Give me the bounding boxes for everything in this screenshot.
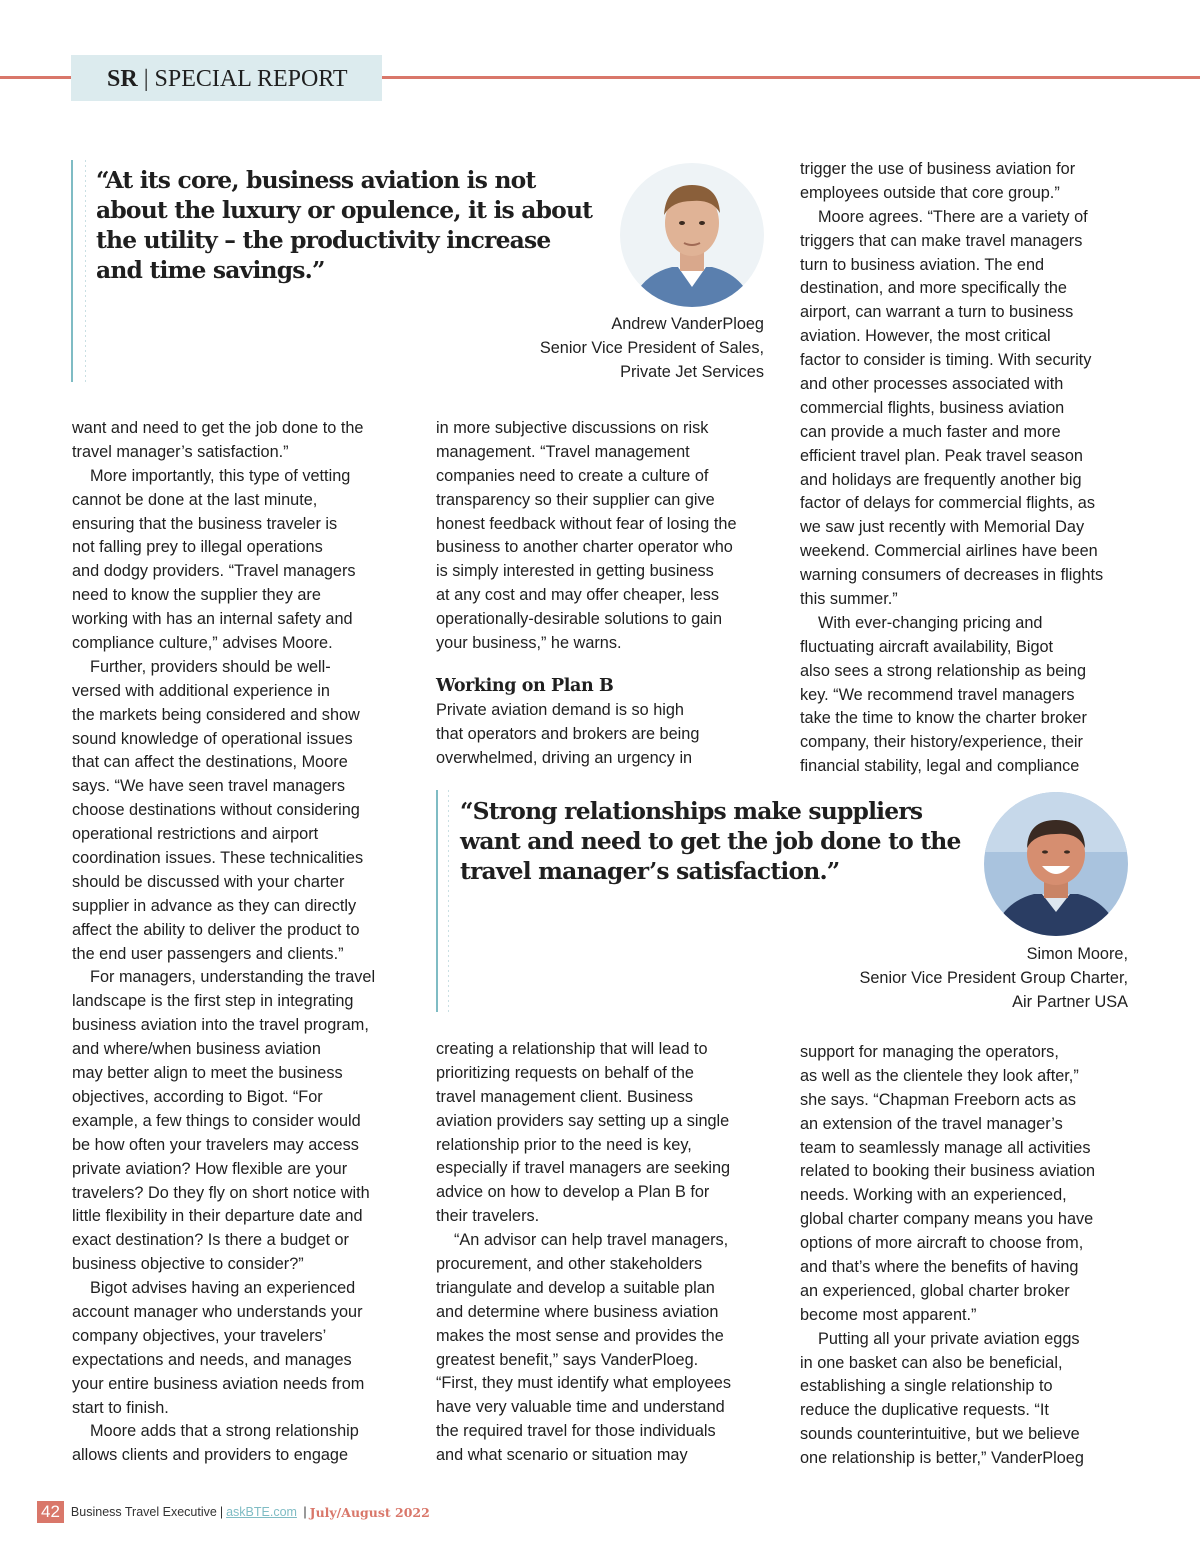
text-line: turn to business aviation. The end bbox=[800, 255, 1045, 274]
text-line: one relationship is better,” VanderPloeg bbox=[800, 1449, 1084, 1468]
text-line: operationally-desirable solutions to gain bbox=[436, 610, 723, 629]
section-title: SPECIAL REPORT bbox=[154, 66, 348, 92]
pullquote-bar-dotted bbox=[85, 160, 86, 382]
text-line: relationship prior to the need is key, bbox=[436, 1135, 692, 1154]
text-line: account manager who understands your bbox=[72, 1302, 363, 1321]
text-line: and where/when business aviation bbox=[72, 1040, 321, 1059]
text-line: example, a few things to consider would bbox=[72, 1111, 361, 1130]
text-line: the markets being considered and show bbox=[72, 705, 360, 724]
text-line: and other processes associated with bbox=[800, 375, 1064, 394]
text-line: commercial flights, business aviation bbox=[800, 398, 1065, 417]
text-line: have very valuable time and understand bbox=[436, 1398, 725, 1417]
pullquote-line: about the luxury or opulence, it is about bbox=[96, 196, 593, 224]
text-line: expectations and needs, and manages bbox=[72, 1350, 352, 1369]
text-line: landscape is the first step in integrating bbox=[72, 992, 354, 1011]
section-subhead: Working on Plan B bbox=[436, 675, 614, 696]
text-line: objectives, according to Bigot. “For bbox=[72, 1087, 323, 1106]
text-line: efficient travel plan. Peak travel season bbox=[800, 446, 1083, 465]
text-line: key. “We recommend travel managers bbox=[800, 685, 1075, 704]
text-line: we saw just recently with Memorial Day bbox=[800, 518, 1085, 537]
article-column-3-top bbox=[800, 158, 1130, 779]
text-line: can provide a much faster and more bbox=[800, 422, 1061, 441]
text-line: factor to consider is timing. With security bbox=[800, 351, 1092, 370]
portrait-vanderploeg bbox=[620, 163, 764, 307]
text-line: need to know the supplier they are bbox=[72, 586, 321, 605]
section-abbrev: SR bbox=[107, 66, 138, 92]
text-line: as well as the clientele they look after,” bbox=[800, 1066, 1079, 1085]
text-line: honest feedback without fear of losing the bbox=[436, 514, 737, 533]
text-line: business aviation into the travel program, bbox=[72, 1016, 369, 1035]
text-line: the end user passengers and clients.” bbox=[72, 944, 344, 963]
pullquote-attribution-name: Andrew VanderPloeg bbox=[611, 315, 764, 333]
text-line: aviation providers say setting up a single bbox=[436, 1111, 730, 1130]
text-line: triangulate and develop a suitable plan bbox=[436, 1278, 715, 1297]
text-line: your entire business aviation needs from bbox=[72, 1374, 365, 1393]
section-separator: | bbox=[137, 66, 155, 92]
text-line: may better align to meet the business bbox=[72, 1064, 343, 1083]
text-line: cannot be done at the last minute, bbox=[72, 490, 318, 509]
text-line: that can affect the destinations, Moore bbox=[72, 753, 348, 772]
text-line: travelers? Do they fly on short notice with bbox=[72, 1183, 370, 1202]
header-rule-right bbox=[382, 76, 1200, 79]
text-line: says. “We have seen travel managers bbox=[72, 777, 345, 796]
text-line: should be discussed with your charter bbox=[72, 872, 345, 891]
text-line: choose destinations without considering bbox=[72, 801, 360, 820]
issue-date: July/August 2022 bbox=[309, 1504, 430, 1520]
pullquote-line: “Strong relationships make suppliers bbox=[460, 797, 923, 825]
section-label bbox=[107, 66, 348, 93]
pullquote-bar bbox=[71, 160, 73, 382]
publication-name: Business Travel Executive bbox=[70, 1505, 217, 1519]
text-line: For managers, understanding the travel bbox=[90, 968, 376, 987]
text-line: creating a relationship that will lead to bbox=[436, 1040, 708, 1058]
pullquote-bar-dotted bbox=[448, 790, 449, 1012]
text-line: especially if travel managers are seeking bbox=[436, 1159, 731, 1178]
pullquote-bar bbox=[436, 790, 438, 1012]
footer-separator: | bbox=[219, 1505, 224, 1519]
text-line: prioritizing requests on behalf of the bbox=[436, 1063, 694, 1082]
text-line: exact destination? Is there a budget or bbox=[72, 1231, 349, 1250]
text-line: coordination issues. These technicalities bbox=[72, 849, 364, 868]
pullquote-line: “At its core, business aviation is not bbox=[96, 166, 536, 194]
website-link[interactable]: askBTE.com bbox=[226, 1505, 297, 1519]
text-line: financial stability, legal and compliance bbox=[800, 757, 1080, 776]
page-footer bbox=[37, 1501, 430, 1523]
pullquote-attribution-name: Simon Moore, bbox=[1026, 945, 1128, 963]
text-line: and dodgy providers. “Travel managers bbox=[72, 562, 356, 581]
text-line: operational restrictions and airport bbox=[72, 825, 319, 844]
text-line: related to booking their business aviation bbox=[800, 1162, 1096, 1181]
text-line: also sees a strong relationship as being bbox=[800, 661, 1087, 680]
text-line: and what scenario or situation may bbox=[436, 1446, 688, 1465]
article-column-3-bottom bbox=[800, 1041, 1130, 1471]
article-column-2-bottom bbox=[436, 1038, 766, 1468]
text-line: little flexibility in their departure date and bbox=[72, 1207, 363, 1226]
text-line: become most apparent.” bbox=[800, 1305, 977, 1324]
text-line: affect the ability to deliver the product to bbox=[72, 920, 360, 939]
pullquote-attribution-title: Senior Vice President Group Charter, bbox=[859, 969, 1128, 987]
text-line: employees outside that core group.” bbox=[800, 183, 1060, 202]
text-line: warning consumers of decreases in flights bbox=[800, 566, 1104, 585]
text-line: an extension of the travel manager’s bbox=[800, 1114, 1063, 1133]
text-line: this summer.” bbox=[800, 590, 898, 609]
text-line: procurement, and other stakeholders bbox=[436, 1255, 703, 1274]
text-line: fluctuating aircraft availability, Bigot bbox=[800, 637, 1054, 656]
text-line: travel management client. Business bbox=[436, 1087, 694, 1106]
text-line: private aviation? How flexible are your bbox=[72, 1159, 348, 1178]
text-line: Moore adds that a strong relationship bbox=[90, 1422, 359, 1441]
text-line: she says. “Chapman Freeborn acts as bbox=[800, 1090, 1077, 1109]
text-line: Putting all your private aviation eggs bbox=[818, 1329, 1080, 1348]
text-line: be how often your travelers may access bbox=[72, 1135, 359, 1154]
text-line: With ever-changing pricing and bbox=[818, 613, 1043, 632]
text-line: overwhelmed, driving an urgency in bbox=[436, 748, 693, 767]
text-line: business objective to consider?” bbox=[72, 1255, 304, 1274]
text-line: is simply interested in getting business bbox=[436, 562, 714, 581]
text-line: ensuring that the business traveler is bbox=[72, 514, 338, 533]
header-rule-left bbox=[0, 76, 71, 79]
text-line: and holidays are frequently another big bbox=[800, 470, 1082, 489]
text-line: at any cost and may offer cheaper, less bbox=[436, 586, 719, 605]
page-number: 42 bbox=[37, 1501, 64, 1523]
text-line: global charter company means you have bbox=[800, 1210, 1094, 1229]
pullquote-line: travel manager’s satisfaction.” bbox=[460, 857, 840, 885]
text-line: take the time to know the charter broker bbox=[800, 709, 1087, 728]
text-line: working with has an internal safety and bbox=[72, 610, 353, 629]
text-line: start to finish. bbox=[72, 1398, 169, 1417]
text-line: management. “Travel management bbox=[436, 442, 690, 461]
text-line: their travelers. bbox=[436, 1207, 540, 1226]
pullquote-line: the utility – the productivity increase bbox=[96, 226, 551, 254]
text-line: an experienced, global charter broker bbox=[800, 1281, 1070, 1300]
text-line: company objectives, your travelers’ bbox=[72, 1326, 327, 1345]
text-line: company, their history/experience, their bbox=[800, 733, 1083, 752]
text-line: in one basket can also be beneficial, bbox=[800, 1353, 1063, 1372]
text-line: support for managing the operators, bbox=[800, 1043, 1059, 1061]
text-line: that operators and brokers are being bbox=[436, 724, 700, 743]
text-line: companies need to create a culture of bbox=[436, 466, 709, 485]
text-line: Bigot advises having an experienced bbox=[90, 1279, 356, 1298]
text-line: business to another charter operator who bbox=[436, 538, 733, 557]
text-line: triggers that can make travel managers bbox=[800, 231, 1083, 250]
text-line: trigger the use of business aviation for bbox=[800, 160, 1076, 178]
pullquote-line: want and need to get the job done to the bbox=[460, 827, 961, 855]
text-line: team to seamlessly manage all activities bbox=[800, 1138, 1091, 1157]
text-line: the required travel for those individuals bbox=[436, 1422, 716, 1441]
text-line: your business,” he warns. bbox=[436, 634, 622, 653]
text-line: “An advisor can help travel managers, bbox=[454, 1231, 729, 1250]
text-line: want and need to get the job done to the bbox=[72, 419, 364, 437]
pullquote-attribution-title: Senior Vice President of Sales, bbox=[539, 339, 764, 357]
text-line: establishing a single relationship to bbox=[800, 1377, 1053, 1396]
pullquote-attribution-company: Private Jet Services bbox=[620, 363, 764, 381]
text-line: compliance culture,” advises Moore. bbox=[72, 634, 333, 653]
text-line: in more subjective discussions on risk bbox=[436, 419, 709, 437]
text-line: versed with additional experience in bbox=[72, 681, 330, 700]
text-line: allows clients and providers to engage bbox=[72, 1446, 349, 1465]
footer-separator: | bbox=[299, 1505, 307, 1519]
text-line: sound knowledge of operational issues bbox=[72, 729, 353, 748]
text-line: airport, can warrant a turn to business bbox=[800, 303, 1074, 322]
text-line: Further, providers should be well- bbox=[90, 657, 331, 676]
text-line: travel manager’s satisfaction.” bbox=[72, 442, 289, 461]
pullquote-attribution-company: Air Partner USA bbox=[1012, 993, 1128, 1011]
pullquote-line: and time savings.” bbox=[96, 256, 325, 284]
text-line: Private aviation demand is so high bbox=[436, 700, 684, 719]
text-line: options of more aircraft to choose from, bbox=[800, 1234, 1084, 1253]
portrait-moore bbox=[984, 792, 1128, 936]
text-line: factor of delays for commercial flights, as bbox=[800, 494, 1095, 513]
text-line: not falling prey to illegal operations bbox=[72, 538, 323, 557]
article-column-2-top bbox=[436, 417, 766, 770]
text-line: sounds counterintuitive, but we believe bbox=[800, 1425, 1080, 1444]
text-line: advice on how to develop a Plan B for bbox=[436, 1183, 710, 1202]
text-line: Moore agrees. “There are a variety of bbox=[818, 207, 1088, 226]
text-line: needs. Working with an experienced, bbox=[800, 1186, 1067, 1205]
text-line: aviation. However, the most critical bbox=[800, 327, 1051, 346]
text-line: and that’s where the benefits of having bbox=[800, 1258, 1079, 1277]
text-line: destination, and more specifically the bbox=[800, 279, 1067, 298]
text-line: greatest benefit,” says VanderPloeg. bbox=[436, 1350, 699, 1369]
article-column-1 bbox=[72, 417, 402, 1468]
text-line: weekend. Commercial airlines have been bbox=[800, 542, 1098, 561]
text-line: transparency so their supplier can give bbox=[436, 490, 715, 509]
text-line: makes the most sense and provides the bbox=[436, 1326, 724, 1345]
text-line: More importantly, this type of vetting bbox=[90, 466, 351, 485]
text-line: and determine where business aviation bbox=[436, 1302, 719, 1321]
text-line: reduce the duplicative requests. “It bbox=[800, 1401, 1049, 1420]
text-line: “First, they must identify what employees bbox=[436, 1374, 731, 1393]
text-line: supplier in advance as they can directly bbox=[72, 896, 357, 915]
